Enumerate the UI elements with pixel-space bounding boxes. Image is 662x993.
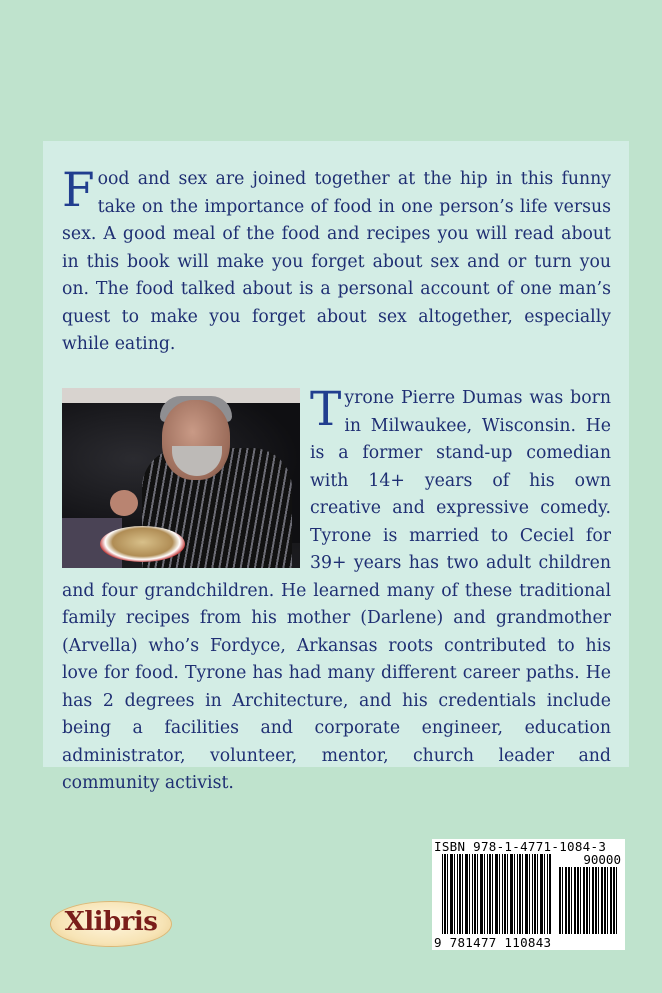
publisher-logo [50, 901, 172, 947]
bio-dropcap: T [310, 382, 342, 437]
ean-number: 9 781477 110843 [434, 935, 552, 950]
author-photo [62, 388, 300, 568]
isbn-barcode [432, 839, 625, 950]
bio-text: yrone Pierre Dumas was born in Milwaukee, Wisconsin. He is a former stand-up comedian with 14+ years of his own creative and expressive comedy. Tyrone is married to Ceciel for 39+ years has two adult children and four grandchildren. He learned many of these traditional family recipes from his mother (Darlene) and grandmother (Arvella) who’s Fordyce, Arkansas roots contributed to his love for food. Tyrone has had many different career paths. He has 2 degrees in Architecture, and his credentials include being a facilities and corporate engineer, education administrator, volunteer, mentor, church leader and community activist. [62, 388, 611, 793]
description-dropcap: F [62, 163, 95, 218]
book-description [62, 163, 611, 359]
ean-bars [442, 854, 552, 934]
price-bars [559, 867, 617, 934]
price-code: 90000 [583, 852, 621, 867]
description-text: ood and sex are joined together at the hip in this funny take on the importance of food in one person’s life versus sex. A good meal of the food and recipes you will read about in this book will make you forget about sex and or turn you on. The food talked about is a personal account of one man’s quest to make you forget about sex altogether, especially while eating. [62, 169, 611, 354]
isbn-label: ISBN 978-1-4771-1084-3 [434, 839, 607, 854]
author-bio [62, 382, 611, 798]
food-plate [100, 526, 185, 562]
publisher-logo-text: Xlibris [64, 907, 158, 937]
